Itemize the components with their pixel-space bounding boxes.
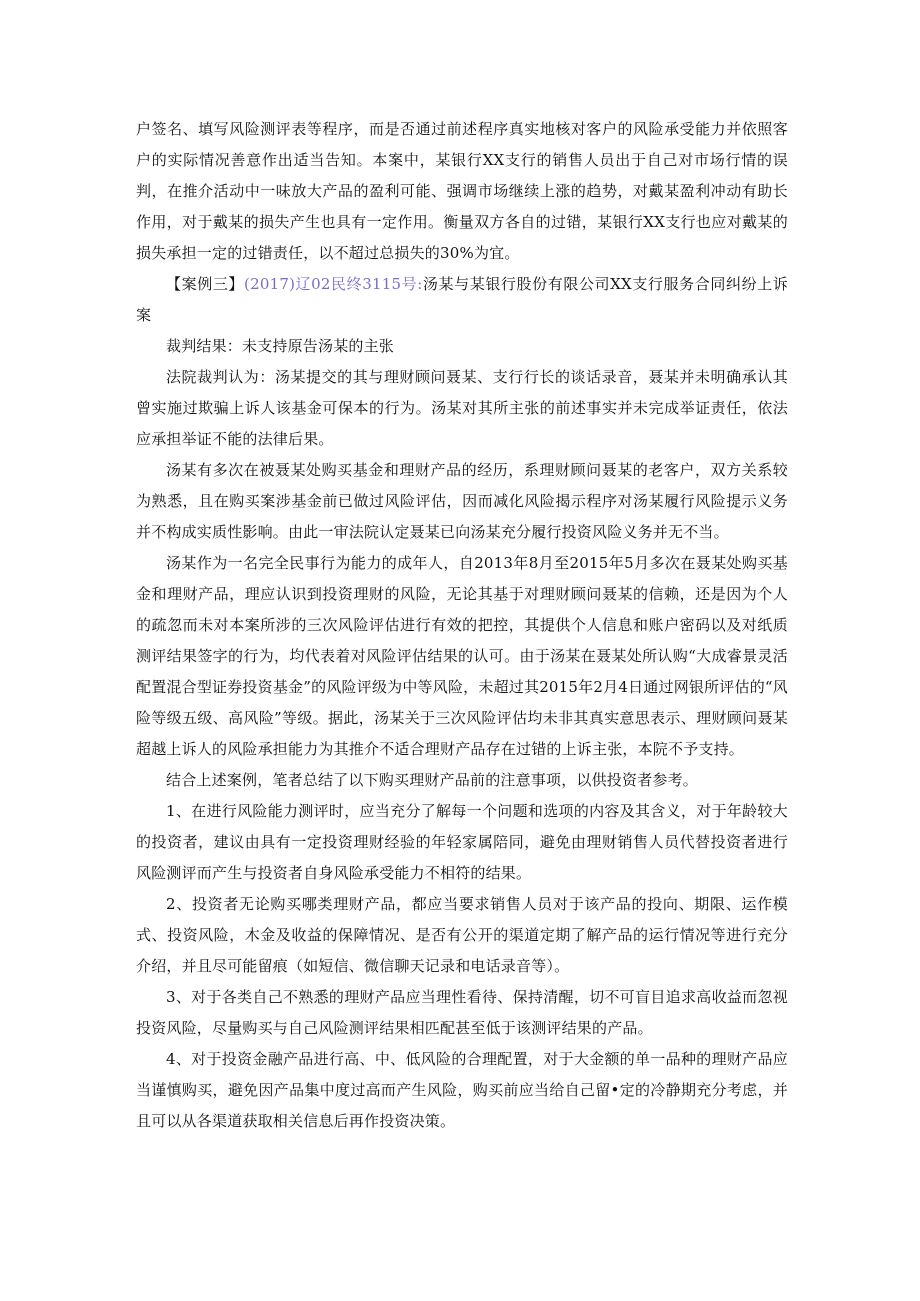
case-three-heading bbox=[136, 269, 788, 331]
advice-item-1: 1、在进行风险能力测评时，应当充分了解每一个问题和选项的内容及其含义，对于年龄较大的投资者，建议由具有一定投资理财经验的年轻家属陪同，避免由理财销售人员代替投资者进行风险测评而产生与投资者自身风险承受能力不相符的结果。 bbox=[136, 802, 788, 882]
case-three-title: 汤某与某银行股份有限公司XX支行服务合同纠纷上诉案 bbox=[136, 275, 788, 324]
case-three-label: 【案例三】 bbox=[166, 275, 245, 293]
document-page bbox=[136, 114, 788, 1137]
judgment-result: 裁判结果：未支持原告汤某的主张 bbox=[166, 337, 395, 355]
summary-intro-paragraph: 结合上述案例，笔者总结了以下购买理财产品前的注意事项，以供投资者参考。 bbox=[166, 771, 699, 789]
advice-item-3: 3、对于各类自己不熟悉的理财产品应当理性看待、保持清醒，切不可盲目追求高收益而忽视投资风险，尽量购买与自己风险测评结果相匹配甚至低于该测评结果的产品。 bbox=[136, 988, 788, 1037]
paragraph-continuation: 户签名、填写风险测评表等程序，而是否通过前述程序真实地核对客户的风险承受能力并依照客户的实际情况善意作出适当告知。本案中，某银行XX支行的销售人员出于自己对市场行情的误判，在推介活动中一味放大产品的盈利可能、强调市场继续上涨的趋势，对戴某盈利冲动有助长作用，对于戴某的损失产生也具有一定作用。衡量双方各自的过错，某银行XX支行也应对戴某的损失承担一定的过错责任，以不超过总损失的30%为宜。 bbox=[136, 120, 788, 262]
customer-history-paragraph: 汤某有多次在被聂某处购买基金和理财产品的经历，系理财顾问聂某的老客户，双方关系较为熟悉，且在购买案涉基金前已做过风险评估，因而减化风险揭示程序对汤某履行风险提示义务并不构成实质性影响。由此一审法院认定聂某已向汤某充分履行投资风险义务并无不当。 bbox=[136, 461, 788, 541]
advice-item-2: 2、投资者无论购买哪类理财产品，都应当要求销售人员对于该产品的投向、期限、运作模式、投资风险，木金及收益的保障情况、是否有公开的渠道定期了解产品的运行情况等进行充分介绍，并且尽可能留痕（如短信、微信聊天记录和电话录音等）。 bbox=[136, 895, 788, 975]
advice-item-4: 4、对于投资金融产品进行高、中、低风险的合理配置，对于大金额的单一品种的理财产品应当谨慎购买，避免因产品集中度过高而产生风险，购买前应当给自己留•定的冷静期充分考虑，并且可以从各渠道获取相关信息后再作投资决策。 bbox=[136, 1050, 788, 1130]
court-opinion-paragraph: 法院裁判认为：汤某提交的其与理财顾问聂某、支行行长的谈话录音，聂某并未明确承认其曾实施过欺骗上诉人该基金可保本的行为。汤某对其所主张的前述事实并未完成举证责任，依法应承担举证不能的法律后果。 bbox=[136, 368, 788, 448]
risk-assessment-paragraph: 汤某作为一名完全民事行为能力的成年人，自2013年8月至2015年5月多次在聂某处购买基金和理财产品，理应认识到投资理财的风险，无论其基于对理财顾问聂某的信赖，还是因为个人的疏忽而未对本案所涉的三次风险评估进行有效的把控，其提供个人信息和账户密码以及对纸质测评结果签字的行为，均代表着对风险评估结果的认可。由于汤某在聂某处所认购“大成睿景灵活配置混合型证券投资基金”的风险评级为中等风险，未超过其2015年2月4日通过网银所评估的“风险等级五级、高风险”等级。据此，汤某关于三次风险评估均未非其真实意思表示、理财顾问聂某超越上诉人的风险承担能力为其推介不适合理财产品存在过错的上诉主张，本院不予支持。 bbox=[136, 554, 788, 758]
case-three-reference: (2017)辽02民终3115号: bbox=[244, 275, 423, 293]
